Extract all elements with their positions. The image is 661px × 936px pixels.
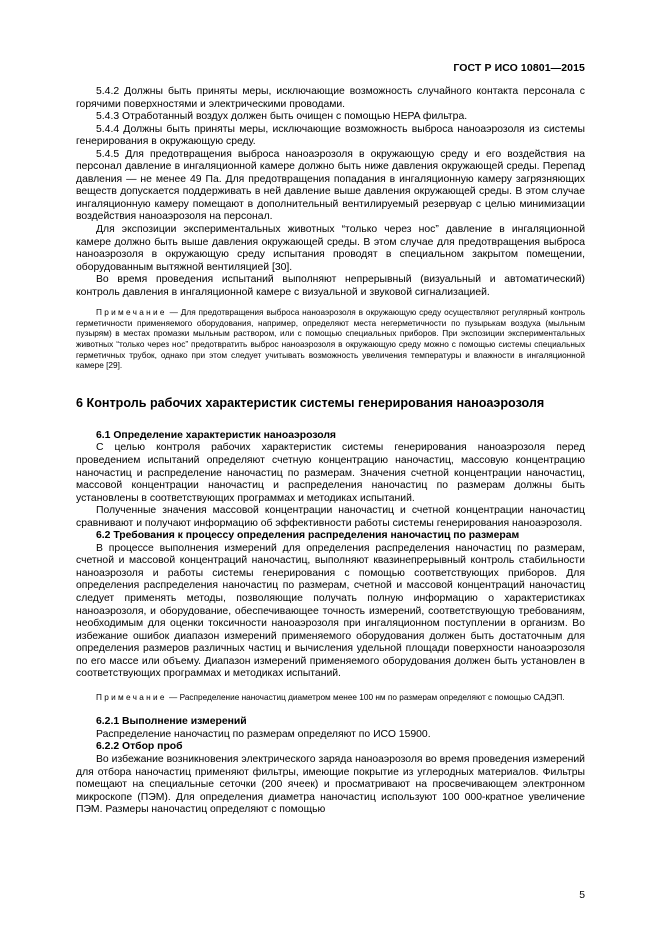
paragraph-6-1-a: С целью контроля рабочих характеристик системы генерирования наноаэрозоля перед проведением испытаний определяют счетную концентрацию наночастиц, массовую концентрацию наночастиц и распределение наночастиц по размерам. Значения счетной концентрации наночастиц, массовой концентрации наночастиц и распределения наночастиц по размерам должны быть установлены в соответствующих программах и методиках испытаний. xyxy=(76,442,585,504)
paragraph-5-4-5: 5.4.5 Для предотвращения выброса наноаэрозоля в окружающую среду и его воздействия на персонал давление в ингаляционной камере должно быть ниже давления окружающей среды. Перепад давления — не менее 49 Па. Для предотвращения попадания в ингаляционную камеру загрязняющих веществ допускается поддерживать в ней давление выше давления окружающей среды. В этом случае ингаляционную камеру помещают в дополнительный вентилируемый резервуар с целью минимизации воздействия наноаэрозоля на персонал. xyxy=(76,148,585,223)
section-6-heading: 6 Контроль рабочих характеристик системы генерирования наноаэрозоля xyxy=(76,395,545,410)
note-text: — Для предотвращения выброса наноаэрозоля в окружающую среду осуществляют регулярный контроль герметичности применяемого оборудования, например, определяют места негерметичности по пузырькам воздуха (мыльным пузырям) в местах промазки мыльным раствором, или с помощью специальных приборов. При экспозиции экспериментальных животных “только через нос” предотвратить выброс наноаэрозоля в окружающую среду можно с помощью системы специальных герметичных трубок, однако при этом следует учитывать возможность увеличения температуры и влажности в ингаляционной камере [29]. xyxy=(76,308,585,371)
document-body xyxy=(76,86,585,817)
subsection-6-1-heading: 6.1 Определение характеристик наноаэрозоля xyxy=(96,429,336,441)
paragraph-pressure-monitoring: Во время проведения испытаний выполняют непрерывный (визуальный и автоматический) контроль давления в ингаляционной камере с визуальной и звуковой сигнализацией. xyxy=(76,274,585,298)
subsection-6-2-1-heading: 6.2.1 Выполнение измерений xyxy=(96,716,247,728)
document-header: ГОСТ Р ИСО 10801—2015 xyxy=(453,62,585,74)
note-label: Примечание xyxy=(96,692,167,702)
paragraph-6-2: В процессе выполнения измерений для определения распределения наночастиц по размерам, счетной и массовой концентраций наночастиц, выполняют квазинепрерывный контроль стабильности наноаэрозоля и работы системы генерирования с помощью соответствующих приборов. Для определения распределения наночастиц по размерам, счетной и массовой концентраций наночастиц следует применять методы, позволяющие получать полную информацию о характеристиках наноаэрозоля, и оборудование, обеспечивающее точность измерений, соответствующую требованиям, необходимым для оценки токсичности наноаэрозоля при ингаляционном поступлении в организм. Во избежание ошибок диапазон измерений применяемого оборудования должен быть достаточным для определения размеров различных частиц и вычисления удельной площади поверхности наноаэрозоля по его массе или объему. Диапазон измерений применяемого оборудования должен быть установлен в соответствующих программах и методиках испытаний. xyxy=(76,542,585,680)
paragraph-6-1-b: Полученные значения массовой концентрации наночастиц и счетной концентрации наночастиц сравнивают и получают информацию об эффективности работы системы генерирования наноаэрозоля. xyxy=(76,505,585,529)
subsection-6-2-2-heading: 6.2.2 Отбор проб xyxy=(96,741,183,753)
note-text: — Распределение наночастиц диаметром менее 100 нм по размерам определяют с помощью САДЭП. xyxy=(166,692,565,702)
paragraph-5-4-4: 5.4.4 Должны быть приняты меры, исключающие возможность выброса наноаэрозоля из системы генерирования в окружающую среду. xyxy=(76,123,585,148)
note-sadep xyxy=(76,693,585,704)
paragraph-5-4-2: 5.4.2 Должны быть приняты меры, исключающие возможность случайного контакта персонала с горячими поверхностями и электрическими проводами. xyxy=(76,86,585,110)
note-leak-control xyxy=(76,308,585,372)
paragraph-5-4-3: 5.4.3 Отработанный воздух должен быть очищен с помощью HEPA фильтра. xyxy=(96,111,468,123)
note-label: Примечание xyxy=(96,308,167,318)
paragraph-nose-exposure: Для экспозиции экспериментальных животных “только через нос” давление в ингаляционной камере должно быть выше давления окружающей среды. В этом случае для предотвращения выброса наноаэрозоля в окружающую среду испытания проводят в специальном закрытом помещении, оборудованным вытяжной вентиляцией [30]. xyxy=(76,224,585,273)
paragraph-6-2-1: Распределение наночастиц по размерам определяют по ИСО 15900. xyxy=(96,728,431,740)
subsection-6-2-heading: 6.2 Требования к процессу определения распределения наночастиц по размерам xyxy=(96,530,520,542)
page-number: 5 xyxy=(579,890,585,901)
paragraph-6-2-2: Во избежание возникновения электрического заряда наноаэрозоля во время проведения измерений для отбора наночастиц применяют фильтры, имеющие покрытие из углеродных материалов. Фильтры помещают на специальные сеточки (200 ячеек) и просматривают на просвечивающем электронном микроскопе (ПЭМ). Для определения диаметра наночастиц используют 100 000-кратное увеличение ПЭМ. Размеры наночастиц определяют с помощью xyxy=(76,754,585,816)
